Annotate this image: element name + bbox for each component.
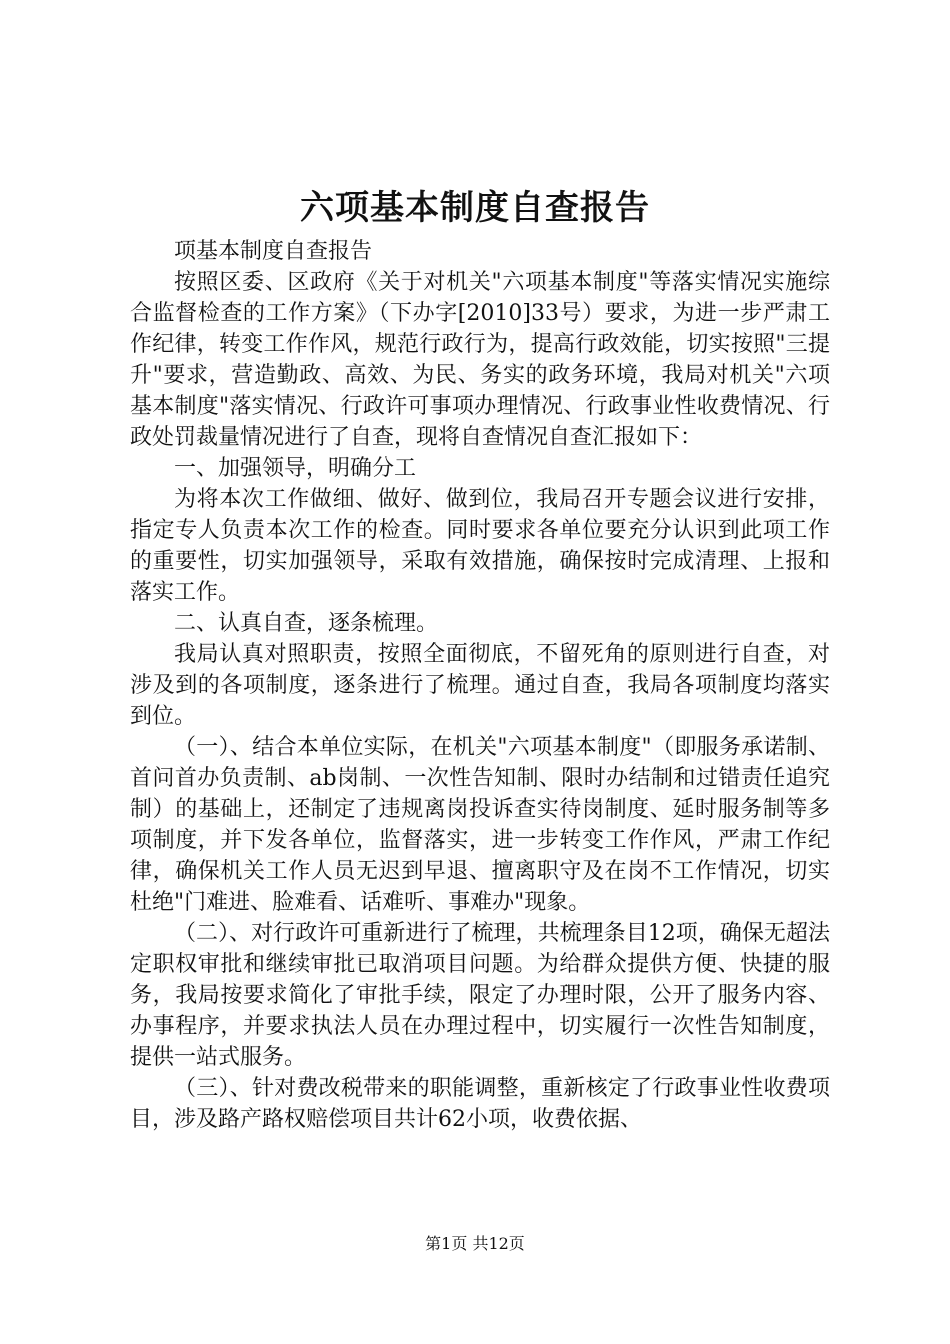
paragraph-subtitle: 项基本制度自查报告: [174, 239, 373, 264]
page-footer: 第1页 共12页: [425, 1234, 525, 1253]
document-title: 六项基本制度自查报告: [300, 188, 650, 228]
section-heading-1: 一、加强领导，明确分工: [174, 456, 417, 481]
paragraph-intro: 按照区委、区政府《关于对机关"六项基本制度"等落实情况实施综合监督检查的工作方案》（下办字[2010]33号）要求，为进一步严肃工作纪律，转变工作作风，规范行政行为，提高行政效能，切实按照"三提升"要求，营造勤政、高效、为民、务实的政务环境，我局对机关"六项基本制度"落实情况、行政许可事项办理情况、行政事业性收费情况、行政处罚裁量情况进行了自查，现将自查情况自查汇报如下：: [130, 270, 830, 450]
section-heading-2: 二、认真自查，逐条梳理。: [174, 611, 439, 636]
paragraph-item-2: （二）、对行政许可重新进行了梳理，共梳理条目12项，确保无超法定职权审批和继续审批已取消项目问题。为给群众提供方便、快捷的服务，我局按要求简化了审批手续，限定了办理时限，公开了服务内容、办事程序，并要求执法人员在办理过程中，切实履行一次性告知制度，提供一站式服务。: [130, 921, 830, 1070]
document-body: [130, 236, 830, 1135]
paragraph-section-1: 为将本次工作做细、做好、做到位，我局召开专题会议进行安排，指定专人负责本次工作的检查。同时要求各单位要充分认识到此项工作的重要性，切实加强领导，采取有效措施，确保按时完成清理、上报和落实工作。: [130, 487, 830, 605]
paragraph-item-3: （三）、针对费改税带来的职能调整，重新核定了行政事业性收费项目，涉及路产路权赔偿项目共计62小项，收费依据、: [130, 1076, 830, 1132]
paragraph-item-1: （一）、结合本单位实际，在机关"六项基本制度"（即服务承诺制、首问首办负责制、ab岗制、一次性告知制、限时办结制和过错责任追究制）的基础上，还制定了违规离岗投诉查实待岗制度、延时服务制等多项制度，并下发各单位，监督落实，进一步转变工作作风，严肃工作纪律，确保机关工作人员无迟到早退、擅离职守及在岗不工作情况，切实杜绝"门难进、脸难看、话难听、事难办"现象。: [130, 735, 830, 915]
paragraph-section-2: 我局认真对照职责，按照全面彻底，不留死角的原则进行自查，对涉及到的各项制度，逐条进行了梳理。通过自查，我局各项制度均落实到位。: [130, 642, 830, 729]
